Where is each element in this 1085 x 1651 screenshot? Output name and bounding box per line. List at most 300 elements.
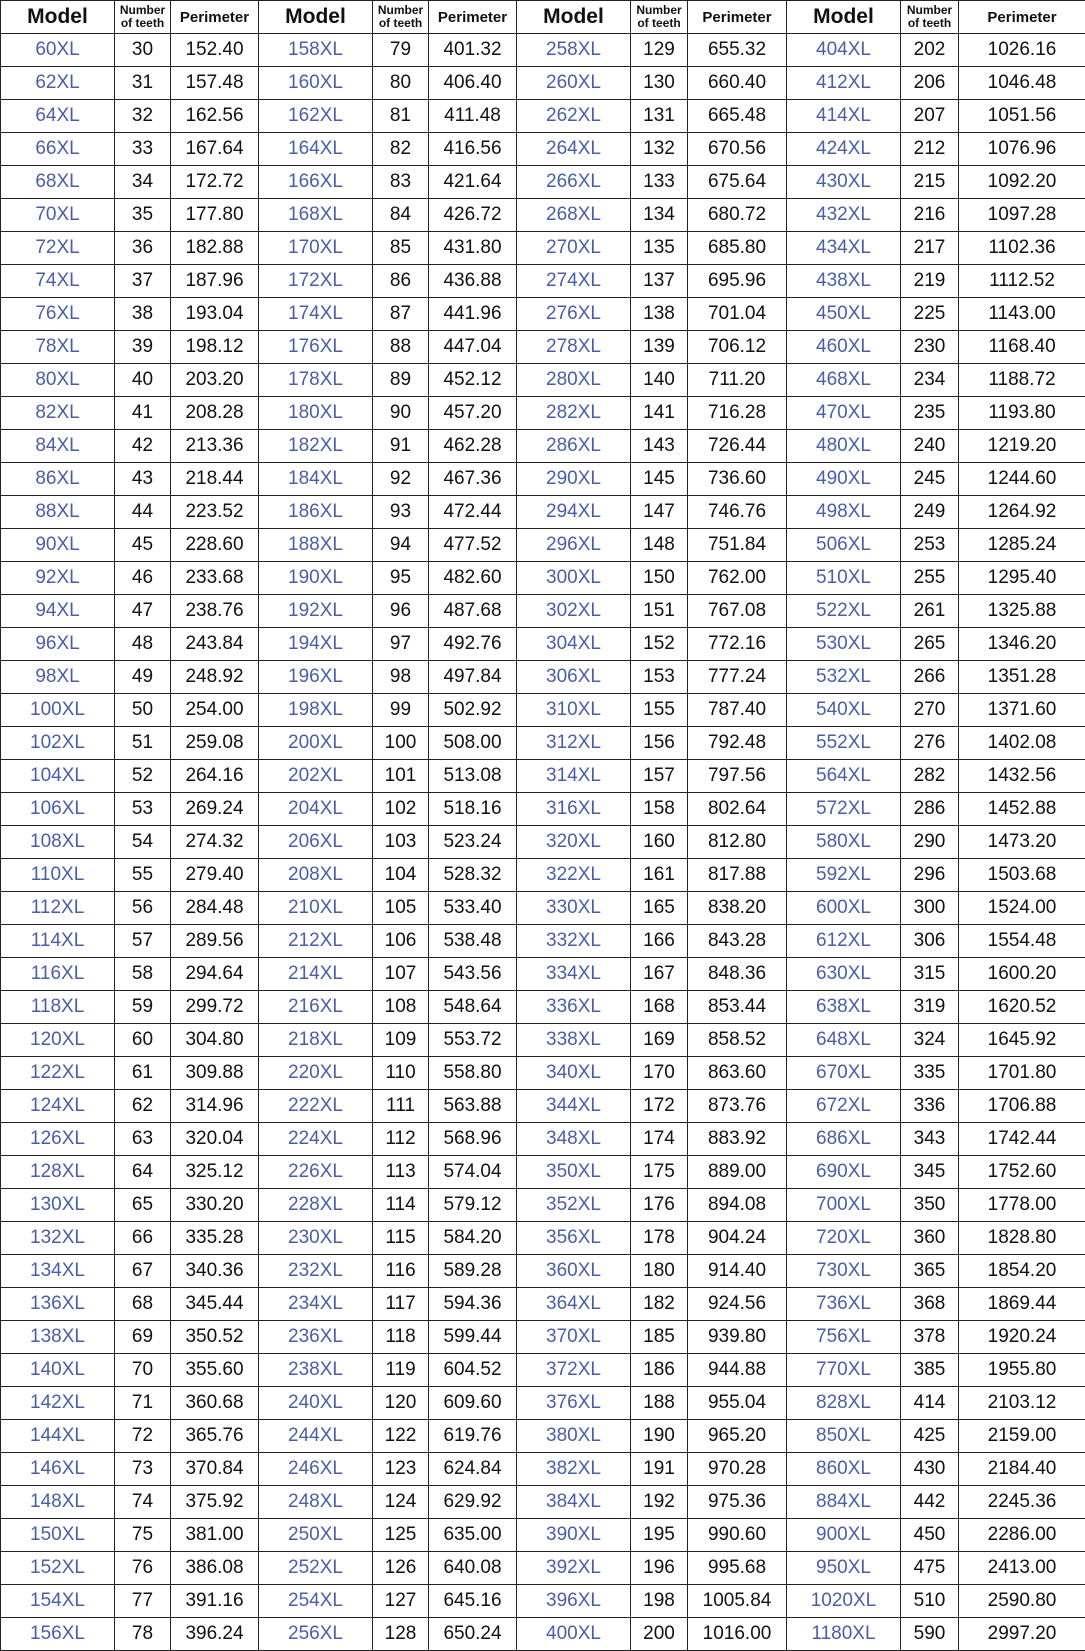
model-cell: 132XL — [1, 1222, 115, 1255]
teeth-cell: 110 — [373, 1057, 429, 1090]
model-cell: 154XL — [1, 1585, 115, 1618]
perimeter-cell: 335.28 — [171, 1222, 259, 1255]
model-cell: 200XL — [259, 727, 373, 760]
teeth-cell: 265 — [901, 628, 959, 661]
teeth-cell: 230 — [901, 331, 959, 364]
header-number-of-teeth — [631, 1, 688, 34]
teeth-cell: 68 — [115, 1288, 171, 1321]
perimeter-cell: 640.08 — [429, 1552, 517, 1585]
model-cell: 150XL — [1, 1519, 115, 1552]
perimeter-cell: 228.60 — [171, 529, 259, 562]
perimeter-cell: 340.36 — [171, 1255, 259, 1288]
model-cell: 162XL — [259, 100, 373, 133]
model-cell: 290XL — [517, 463, 631, 496]
teeth-cell: 54 — [115, 826, 171, 859]
model-cell: 390XL — [517, 1519, 631, 1552]
model-cell: 158XL — [259, 34, 373, 67]
model-cell: 340XL — [517, 1057, 631, 1090]
model-cell: 218XL — [259, 1024, 373, 1057]
model-cell: 244XL — [259, 1420, 373, 1453]
teeth-cell: 141 — [631, 397, 688, 430]
model-cell: 190XL — [259, 562, 373, 595]
perimeter-cell: 594.36 — [429, 1288, 517, 1321]
teeth-cell: 168 — [631, 991, 688, 1024]
model-cell: 128XL — [1, 1156, 115, 1189]
teeth-cell: 82 — [373, 133, 429, 166]
perimeter-cell: 1701.80 — [959, 1057, 1085, 1090]
table-row — [1, 826, 1085, 859]
model-cell: 470XL — [787, 397, 901, 430]
perimeter-cell: 635.00 — [429, 1519, 517, 1552]
teeth-cell: 169 — [631, 1024, 688, 1057]
table-row — [1, 1486, 1085, 1519]
perimeter-cell: 574.04 — [429, 1156, 517, 1189]
perimeter-cell: 182.88 — [171, 232, 259, 265]
header-perimeter: Perimeter — [171, 1, 259, 34]
teeth-cell: 134 — [631, 199, 688, 232]
model-cell: 302XL — [517, 595, 631, 628]
model-cell: 424XL — [787, 133, 901, 166]
teeth-cell: 261 — [901, 595, 959, 628]
perimeter-cell: 939.80 — [688, 1321, 787, 1354]
perimeter-cell: 553.72 — [429, 1024, 517, 1057]
teeth-cell: 235 — [901, 397, 959, 430]
model-cell: 182XL — [259, 430, 373, 463]
header-perimeter: Perimeter — [429, 1, 517, 34]
perimeter-cell: 726.44 — [688, 430, 787, 463]
teeth-cell: 300 — [901, 892, 959, 925]
teeth-cell: 147 — [631, 496, 688, 529]
teeth-cell: 118 — [373, 1321, 429, 1354]
perimeter-cell: 162.56 — [171, 100, 259, 133]
perimeter-cell: 802.64 — [688, 793, 787, 826]
perimeter-cell: 269.24 — [171, 793, 259, 826]
teeth-cell: 87 — [373, 298, 429, 331]
table-row — [1, 958, 1085, 991]
model-cell: 278XL — [517, 331, 631, 364]
teeth-cell: 225 — [901, 298, 959, 331]
model-cell: 216XL — [259, 991, 373, 1024]
teeth-cell: 185 — [631, 1321, 688, 1354]
teeth-cell: 137 — [631, 265, 688, 298]
teeth-cell: 89 — [373, 364, 429, 397]
perimeter-cell: 543.56 — [429, 958, 517, 991]
table-row — [1, 727, 1085, 760]
teeth-cell: 156 — [631, 727, 688, 760]
perimeter-cell: 447.04 — [429, 331, 517, 364]
teeth-cell: 425 — [901, 1420, 959, 1453]
perimeter-cell: 1076.96 — [959, 133, 1085, 166]
teeth-cell: 74 — [115, 1486, 171, 1519]
teeth-cell: 96 — [373, 595, 429, 628]
teeth-cell: 85 — [373, 232, 429, 265]
model-cell: 104XL — [1, 760, 115, 793]
perimeter-cell: 426.72 — [429, 199, 517, 232]
model-cell: 262XL — [517, 100, 631, 133]
model-cell: 78XL — [1, 331, 115, 364]
perimeter-cell: 508.00 — [429, 727, 517, 760]
perimeter-cell: 401.32 — [429, 34, 517, 67]
teeth-cell: 475 — [901, 1552, 959, 1585]
teeth-cell: 114 — [373, 1189, 429, 1222]
perimeter-cell: 1920.24 — [959, 1321, 1085, 1354]
perimeter-cell: 1097.28 — [959, 199, 1085, 232]
table-row — [1, 430, 1085, 463]
teeth-cell: 180 — [631, 1255, 688, 1288]
teeth-cell: 178 — [631, 1222, 688, 1255]
perimeter-cell: 1244.60 — [959, 463, 1085, 496]
model-cell: 564XL — [787, 760, 901, 793]
table-row — [1, 133, 1085, 166]
perimeter-cell: 441.96 — [429, 298, 517, 331]
teeth-cell: 132 — [631, 133, 688, 166]
perimeter-cell: 1432.56 — [959, 760, 1085, 793]
teeth-cell: 83 — [373, 166, 429, 199]
model-cell: 552XL — [787, 727, 901, 760]
model-cell: 372XL — [517, 1354, 631, 1387]
teeth-cell: 80 — [373, 67, 429, 100]
model-cell: 96XL — [1, 628, 115, 661]
teeth-cell: 182 — [631, 1288, 688, 1321]
teeth-cell: 86 — [373, 265, 429, 298]
perimeter-cell: 1264.92 — [959, 496, 1085, 529]
teeth-cell: 135 — [631, 232, 688, 265]
teeth-cell: 153 — [631, 661, 688, 694]
perimeter-cell: 452.12 — [429, 364, 517, 397]
perimeter-cell: 1046.48 — [959, 67, 1085, 100]
teeth-cell: 97 — [373, 628, 429, 661]
model-cell: 124XL — [1, 1090, 115, 1123]
table-row — [1, 694, 1085, 727]
perimeter-cell: 716.28 — [688, 397, 787, 430]
model-cell: 404XL — [787, 34, 901, 67]
model-cell: 364XL — [517, 1288, 631, 1321]
perimeter-cell: 157.48 — [171, 67, 259, 100]
perimeter-cell: 1854.20 — [959, 1255, 1085, 1288]
teeth-cell: 98 — [373, 661, 429, 694]
perimeter-cell: 1955.80 — [959, 1354, 1085, 1387]
table-row — [1, 298, 1085, 331]
model-cell: 98XL — [1, 661, 115, 694]
teeth-cell: 90 — [373, 397, 429, 430]
teeth-cell: 126 — [373, 1552, 429, 1585]
teeth-cell: 39 — [115, 331, 171, 364]
model-cell: 126XL — [1, 1123, 115, 1156]
model-cell: 224XL — [259, 1123, 373, 1156]
perimeter-cell: 411.48 — [429, 100, 517, 133]
teeth-cell: 37 — [115, 265, 171, 298]
perimeter-cell: 1402.08 — [959, 727, 1085, 760]
teeth-cell: 112 — [373, 1123, 429, 1156]
perimeter-cell: 1016.00 — [688, 1618, 787, 1651]
model-cell: 592XL — [787, 859, 901, 892]
perimeter-cell: 695.96 — [688, 265, 787, 298]
teeth-cell: 166 — [631, 925, 688, 958]
teeth-cell: 99 — [373, 694, 429, 727]
model-cell: 370XL — [517, 1321, 631, 1354]
model-cell: 142XL — [1, 1387, 115, 1420]
perimeter-cell: 416.56 — [429, 133, 517, 166]
model-cell: 334XL — [517, 958, 631, 991]
teeth-cell: 88 — [373, 331, 429, 364]
perimeter-cell: 370.84 — [171, 1453, 259, 1486]
table-row — [1, 1123, 1085, 1156]
perimeter-cell: 208.28 — [171, 397, 259, 430]
model-cell: 214XL — [259, 958, 373, 991]
model-cell: 304XL — [517, 628, 631, 661]
perimeter-cell: 533.40 — [429, 892, 517, 925]
perimeter-cell: 193.04 — [171, 298, 259, 331]
model-cell: 314XL — [517, 760, 631, 793]
teeth-cell: 48 — [115, 628, 171, 661]
perimeter-cell: 177.80 — [171, 199, 259, 232]
teeth-cell: 122 — [373, 1420, 429, 1453]
model-cell: 174XL — [259, 298, 373, 331]
perimeter-cell: 299.72 — [171, 991, 259, 1024]
model-cell: 510XL — [787, 562, 901, 595]
perimeter-cell: 325.12 — [171, 1156, 259, 1189]
model-cell: 338XL — [517, 1024, 631, 1057]
teeth-cell: 510 — [901, 1585, 959, 1618]
model-cell: 122XL — [1, 1057, 115, 1090]
teeth-cell: 30 — [115, 34, 171, 67]
teeth-cell: 215 — [901, 166, 959, 199]
teeth-cell: 71 — [115, 1387, 171, 1420]
perimeter-cell: 2590.80 — [959, 1585, 1085, 1618]
teeth-cell: 336 — [901, 1090, 959, 1123]
teeth-cell: 161 — [631, 859, 688, 892]
perimeter-cell: 711.20 — [688, 364, 787, 397]
teeth-cell: 245 — [901, 463, 959, 496]
table-row — [1, 67, 1085, 100]
teeth-cell: 253 — [901, 529, 959, 562]
model-cell: 280XL — [517, 364, 631, 397]
teeth-cell: 343 — [901, 1123, 959, 1156]
table-row — [1, 925, 1085, 958]
perimeter-cell: 772.16 — [688, 628, 787, 661]
teeth-cell: 103 — [373, 826, 429, 859]
header-teeth-line1: Number — [120, 3, 165, 17]
model-cell: 300XL — [517, 562, 631, 595]
teeth-cell: 196 — [631, 1552, 688, 1585]
teeth-cell: 56 — [115, 892, 171, 925]
model-cell: 648XL — [787, 1024, 901, 1057]
model-cell: 350XL — [517, 1156, 631, 1189]
teeth-cell: 107 — [373, 958, 429, 991]
model-cell: 900XL — [787, 1519, 901, 1552]
model-cell: 250XL — [259, 1519, 373, 1552]
teeth-cell: 296 — [901, 859, 959, 892]
model-cell: 332XL — [517, 925, 631, 958]
perimeter-cell: 294.64 — [171, 958, 259, 991]
teeth-cell: 57 — [115, 925, 171, 958]
model-cell: 76XL — [1, 298, 115, 331]
model-cell: 376XL — [517, 1387, 631, 1420]
teeth-cell: 128 — [373, 1618, 429, 1651]
header-teeth-line1: Number — [636, 3, 681, 17]
teeth-cell: 109 — [373, 1024, 429, 1057]
perimeter-cell: 528.32 — [429, 859, 517, 892]
teeth-cell: 240 — [901, 430, 959, 463]
header-teeth-line1: Number — [907, 3, 952, 17]
model-cell: 186XL — [259, 496, 373, 529]
model-cell: 770XL — [787, 1354, 901, 1387]
perimeter-cell: 858.52 — [688, 1024, 787, 1057]
model-cell: 86XL — [1, 463, 115, 496]
teeth-cell: 148 — [631, 529, 688, 562]
model-cell: 460XL — [787, 331, 901, 364]
header-model: Model — [259, 1, 373, 34]
header-teeth-line2: of teeth — [121, 16, 164, 30]
teeth-cell: 106 — [373, 925, 429, 958]
teeth-cell: 120 — [373, 1387, 429, 1420]
header-number-of-teeth — [373, 1, 429, 34]
teeth-cell: 102 — [373, 793, 429, 826]
teeth-cell: 140 — [631, 364, 688, 397]
model-cell: 700XL — [787, 1189, 901, 1222]
model-cell: 736XL — [787, 1288, 901, 1321]
perimeter-cell: 2159.00 — [959, 1420, 1085, 1453]
perimeter-cell: 604.52 — [429, 1354, 517, 1387]
model-cell: 384XL — [517, 1486, 631, 1519]
teeth-cell: 192 — [631, 1486, 688, 1519]
perimeter-cell: 589.28 — [429, 1255, 517, 1288]
model-cell: 256XL — [259, 1618, 373, 1651]
perimeter-cell: 1346.20 — [959, 628, 1085, 661]
teeth-cell: 45 — [115, 529, 171, 562]
model-cell: 1020XL — [787, 1585, 901, 1618]
teeth-cell: 335 — [901, 1057, 959, 1090]
model-cell: 82XL — [1, 397, 115, 430]
table-row — [1, 1321, 1085, 1354]
model-cell: 498XL — [787, 496, 901, 529]
teeth-cell: 129 — [631, 34, 688, 67]
perimeter-cell: 198.12 — [171, 331, 259, 364]
teeth-cell: 157 — [631, 760, 688, 793]
model-cell: 74XL — [1, 265, 115, 298]
model-cell: 276XL — [517, 298, 631, 331]
model-cell: 468XL — [787, 364, 901, 397]
perimeter-cell: 1188.72 — [959, 364, 1085, 397]
model-cell: 450XL — [787, 298, 901, 331]
model-cell: 506XL — [787, 529, 901, 562]
perimeter-cell: 787.40 — [688, 694, 787, 727]
perimeter-cell: 1554.48 — [959, 925, 1085, 958]
teeth-cell: 195 — [631, 1519, 688, 1552]
table-row — [1, 1519, 1085, 1552]
model-cell: 212XL — [259, 925, 373, 958]
model-cell: 320XL — [517, 826, 631, 859]
teeth-cell: 63 — [115, 1123, 171, 1156]
model-cell: 630XL — [787, 958, 901, 991]
perimeter-cell: 238.76 — [171, 595, 259, 628]
teeth-cell: 360 — [901, 1222, 959, 1255]
perimeter-cell: 2184.40 — [959, 1453, 1085, 1486]
model-cell: 480XL — [787, 430, 901, 463]
table-row — [1, 1453, 1085, 1486]
header-perimeter: Perimeter — [688, 1, 787, 34]
model-cell: 580XL — [787, 826, 901, 859]
model-cell: 178XL — [259, 364, 373, 397]
model-cell: 84XL — [1, 430, 115, 463]
teeth-cell: 101 — [373, 760, 429, 793]
perimeter-cell: 1285.24 — [959, 529, 1085, 562]
model-cell: 208XL — [259, 859, 373, 892]
perimeter-cell: 436.88 — [429, 265, 517, 298]
perimeter-cell: 650.24 — [429, 1618, 517, 1651]
perimeter-cell: 817.88 — [688, 859, 787, 892]
perimeter-cell: 751.84 — [688, 529, 787, 562]
perimeter-cell: 502.92 — [429, 694, 517, 727]
table-row — [1, 595, 1085, 628]
model-cell: 144XL — [1, 1420, 115, 1453]
teeth-cell: 365 — [901, 1255, 959, 1288]
table-row — [1, 1618, 1085, 1651]
model-cell: 88XL — [1, 496, 115, 529]
perimeter-cell: 924.56 — [688, 1288, 787, 1321]
teeth-cell: 590 — [901, 1618, 959, 1651]
perimeter-cell: 995.68 — [688, 1552, 787, 1585]
model-cell: 160XL — [259, 67, 373, 100]
perimeter-cell: 223.52 — [171, 496, 259, 529]
teeth-cell: 123 — [373, 1453, 429, 1486]
model-cell: 572XL — [787, 793, 901, 826]
perimeter-cell: 467.36 — [429, 463, 517, 496]
table-row — [1, 397, 1085, 430]
teeth-cell: 143 — [631, 430, 688, 463]
model-cell: 356XL — [517, 1222, 631, 1255]
teeth-cell: 60 — [115, 1024, 171, 1057]
model-cell: 638XL — [787, 991, 901, 1024]
table-row — [1, 793, 1085, 826]
perimeter-cell: 2413.00 — [959, 1552, 1085, 1585]
teeth-cell: 133 — [631, 166, 688, 199]
perimeter-cell: 680.72 — [688, 199, 787, 232]
perimeter-cell: 2286.00 — [959, 1519, 1085, 1552]
teeth-cell: 66 — [115, 1222, 171, 1255]
teeth-cell: 276 — [901, 727, 959, 760]
perimeter-cell: 955.04 — [688, 1387, 787, 1420]
perimeter-cell: 792.48 — [688, 727, 787, 760]
teeth-cell: 145 — [631, 463, 688, 496]
model-cell: 434XL — [787, 232, 901, 265]
model-cell: 236XL — [259, 1321, 373, 1354]
perimeter-cell: 289.56 — [171, 925, 259, 958]
teeth-cell: 38 — [115, 298, 171, 331]
teeth-cell: 165 — [631, 892, 688, 925]
model-cell: 312XL — [517, 727, 631, 760]
teeth-cell: 104 — [373, 859, 429, 892]
perimeter-cell: 853.44 — [688, 991, 787, 1024]
model-cell: 152XL — [1, 1552, 115, 1585]
teeth-cell: 72 — [115, 1420, 171, 1453]
teeth-cell: 32 — [115, 100, 171, 133]
model-cell: 248XL — [259, 1486, 373, 1519]
teeth-cell: 53 — [115, 793, 171, 826]
perimeter-cell: 1600.20 — [959, 958, 1085, 991]
perimeter-cell: 243.84 — [171, 628, 259, 661]
teeth-cell: 345 — [901, 1156, 959, 1189]
model-cell: 198XL — [259, 694, 373, 727]
model-cell: 530XL — [787, 628, 901, 661]
teeth-cell: 84 — [373, 199, 429, 232]
model-cell: 232XL — [259, 1255, 373, 1288]
model-cell: 64XL — [1, 100, 115, 133]
teeth-cell: 306 — [901, 925, 959, 958]
teeth-cell: 430 — [901, 1453, 959, 1486]
table-row — [1, 331, 1085, 364]
perimeter-cell: 904.24 — [688, 1222, 787, 1255]
